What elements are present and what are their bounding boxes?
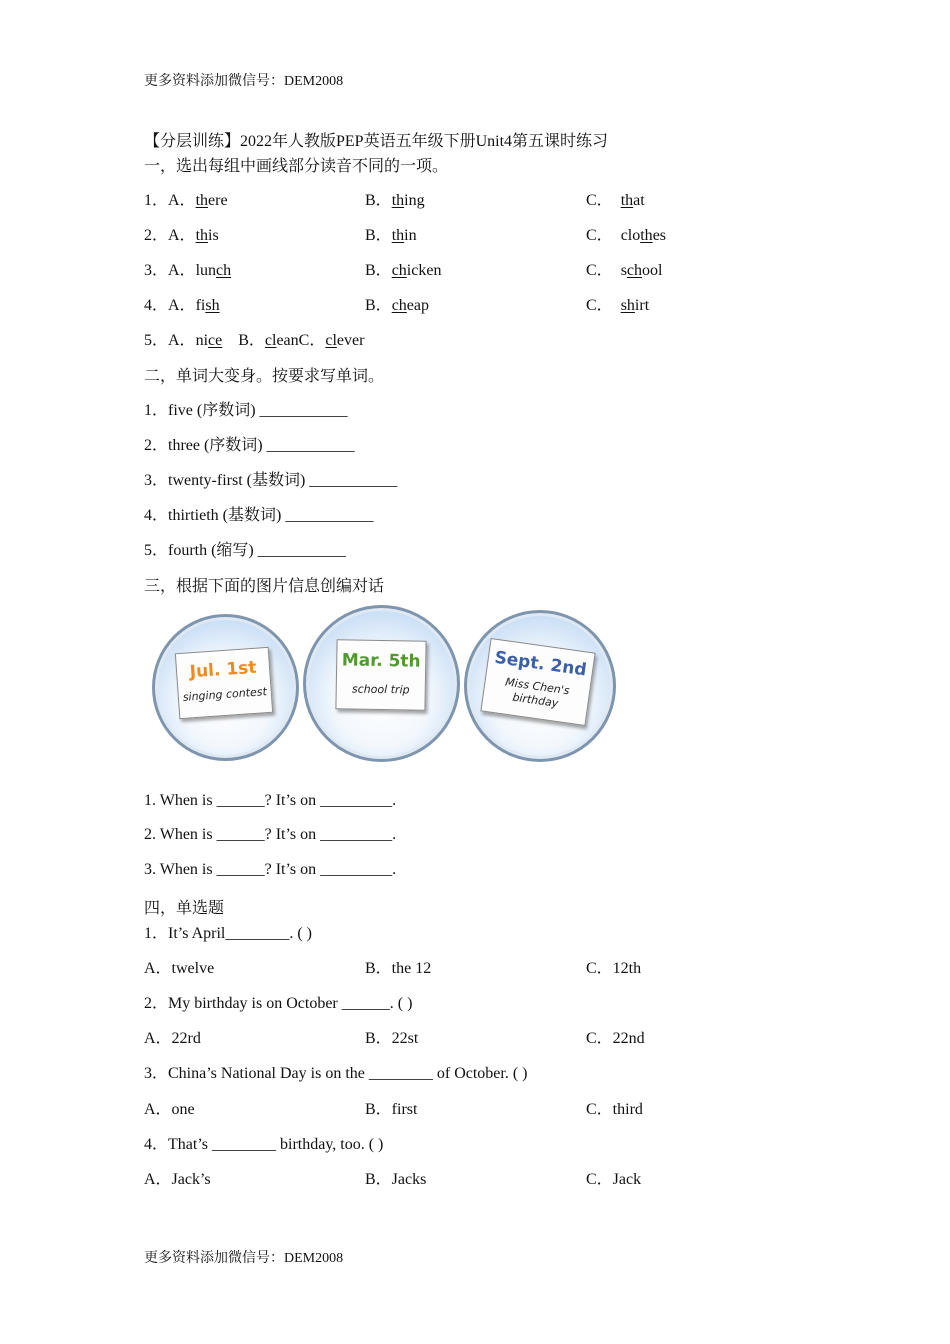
section2-item: 5．fourth (缩写) ___________ [144, 542, 346, 559]
underlined-letters: th [620, 192, 634, 209]
phonics-word: chicken [391, 262, 442, 279]
section2-item: 2．three (序数词) ___________ [144, 437, 355, 454]
date-card-3 [480, 638, 595, 726]
underlined-letters: cl [325, 332, 337, 349]
phonics-option-b: B．thing [365, 192, 425, 209]
phonics-option-a: 1．A．there [144, 192, 228, 209]
page-title: 【分层训练】2022年人教版PEP英语五年级下册Unit4第五课时练习 [144, 133, 609, 150]
phonics-option-a: 2．A．this [144, 227, 219, 244]
phonics-word: cheap [391, 297, 429, 314]
underlined-letters: th [391, 192, 405, 209]
mc-option-b: B．Jacks [365, 1171, 427, 1188]
phonics-option-c: C． clothes [586, 227, 667, 244]
underlined-letters: ch [216, 262, 232, 279]
phonics-word: lunch [195, 262, 232, 279]
section2-item: 3．twenty-first (基数词) ___________ [144, 472, 398, 489]
mc-option-b: B．the 12 [365, 960, 432, 977]
card-date: Sept. 2nd [493, 647, 588, 681]
phonics-word: clever [325, 332, 365, 349]
underlined-letters: th [195, 227, 209, 244]
underlined-letters: th [391, 227, 405, 244]
mc-option-a: A．Jack’s [144, 1171, 211, 1188]
section1-heading: 一，选出每组中画线部分读音不同的一项。 [144, 158, 449, 175]
card-date: Jul. 1st [189, 657, 258, 683]
underlined-letters: sh [620, 297, 635, 314]
phonics-question-5: 5．A．nice B．cleanC．clever [144, 332, 365, 349]
picture-circle-3 [464, 610, 616, 762]
phonics-word: clean [264, 332, 299, 349]
picture-circle-2 [303, 605, 460, 762]
phonics-option-a: 4．A．fish [144, 297, 220, 314]
phonics-word: there [195, 192, 228, 209]
phonics-word: nice [195, 332, 223, 349]
mc-option-c: C．third [586, 1101, 643, 1118]
phonics-word: thing [391, 192, 425, 209]
phonics-option-c: C． school [586, 262, 663, 279]
phonics-word: that [620, 192, 645, 209]
underlined-letters: th [640, 227, 653, 244]
mc-option-c: C．Jack [586, 1171, 642, 1188]
section2-heading: 二，单词大变身。按要求写单词。 [144, 368, 385, 385]
phonics-word: school [620, 262, 663, 279]
underlined-letters: ce [208, 332, 223, 349]
phonics-word: clothes [620, 227, 667, 244]
phonics-option-c: C． shirt [586, 297, 650, 314]
phonics-option-b: B．thin [365, 227, 417, 244]
mc-option-b: B．first [365, 1101, 418, 1118]
card-event: Miss Chen's birthday [504, 675, 571, 710]
card-event: school trip [351, 682, 410, 697]
section4-heading: 四，单选题 [144, 900, 225, 917]
section3-heading: 三，根据下面的图片信息创编对话 [144, 578, 385, 595]
underlined-letters: ch [391, 262, 407, 279]
phonics-word: thin [391, 227, 417, 244]
header-note: 更多资料添加微信号：DEM2008 [144, 74, 344, 89]
mc-option-b: B．22st [365, 1030, 419, 1047]
underlined-letters: ch [391, 297, 407, 314]
mc-question-stem: 2．My birthday is on October ______. ( ) [144, 995, 413, 1012]
mc-question-stem: 4．That’s ________ birthday, too. ( ) [144, 1136, 384, 1153]
footer-note: 更多资料添加微信号：DEM2008 [144, 1251, 344, 1266]
dialog-line: 1. When is ______? It’s on _________. [144, 792, 397, 809]
mc-option-a: A．22rd [144, 1030, 201, 1047]
mc-option-a: A．twelve [144, 960, 215, 977]
mc-option-c: C．22nd [586, 1030, 645, 1047]
underlined-letters: ch [626, 262, 643, 279]
phonics-option-b: B．cheap [365, 297, 429, 314]
underlined-letters: th [195, 192, 209, 209]
phonics-option-a: 3．A．lunch [144, 262, 232, 279]
mc-question-stem: 3．China’s National Day is on the ________ of October. ( ) [144, 1065, 528, 1082]
date-card-1 [175, 647, 273, 719]
section2-item: 4．thirtieth (基数词) ___________ [144, 507, 374, 524]
underlined-letters: sh [205, 297, 220, 314]
phonics-option-b: B．chicken [365, 262, 442, 279]
dialog-line: 2. When is ______? It’s on _________. [144, 826, 397, 843]
phonics-word: shirt [620, 297, 650, 314]
phonics-word: fish [195, 297, 220, 314]
section2-item: 1．five (序数词) ___________ [144, 402, 348, 419]
phonics-option-c: C． that [586, 192, 645, 209]
card-date: Mar. 5th [341, 650, 421, 672]
dialog-line: 3. When is ______? It’s on _________. [144, 861, 397, 878]
mc-option-a: A．one [144, 1101, 195, 1118]
card-event: singing contest [182, 685, 268, 704]
picture-circle-1 [152, 614, 299, 761]
phonics-word: this [195, 227, 219, 244]
mc-option-c: C．12th [586, 960, 642, 977]
underlined-letters: cl [264, 332, 277, 349]
date-card-2 [335, 639, 426, 711]
mc-question-stem: 1．It’s April________. ( ) [144, 925, 312, 942]
